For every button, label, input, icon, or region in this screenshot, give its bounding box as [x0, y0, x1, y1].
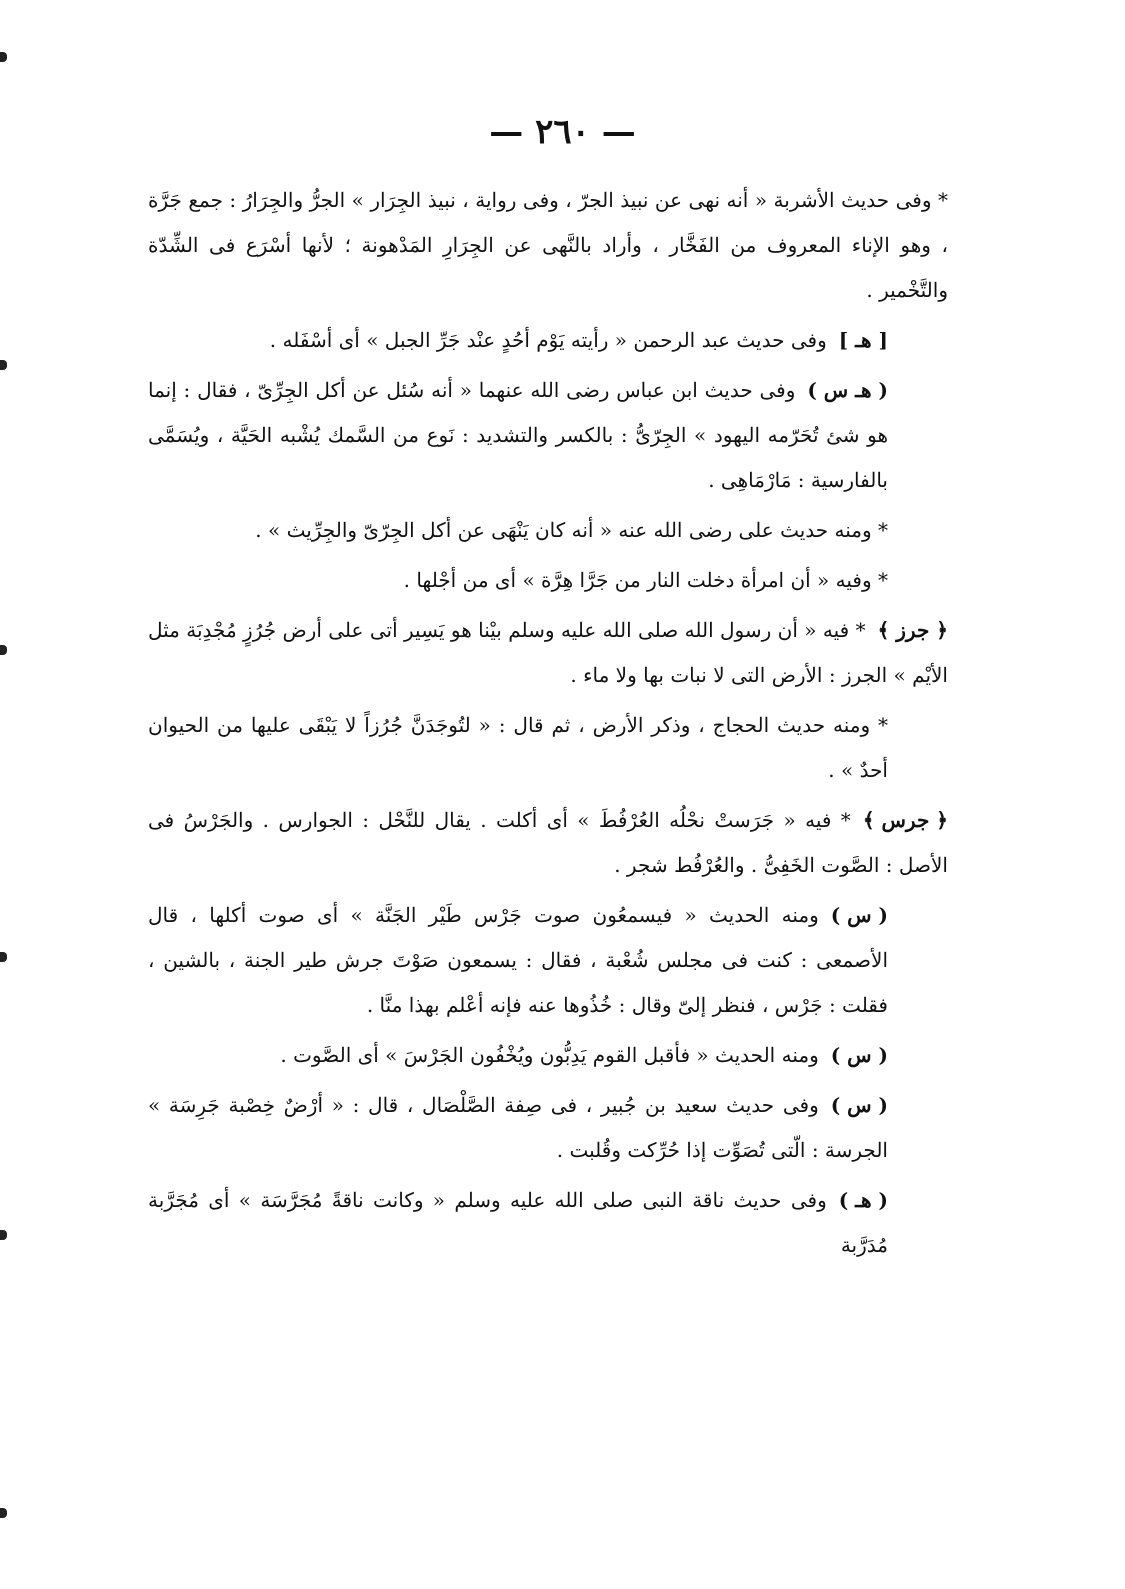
paragraph-text: * ومنه حديث الحجاج ، وذكر الأرض ، ثم قال : « لتُوجَدَنَّ جُرُزاً لا يَبْقَى عليها من الحيوان أحدٌ » .	[148, 713, 888, 782]
entry-marker: [ هـ ]	[838, 328, 888, 352]
headword-entry	[148, 608, 948, 698]
entry-paragraph	[148, 893, 948, 1028]
entry-paragraph	[148, 1178, 948, 1268]
left-margin-mark	[0, 360, 7, 370]
entry-paragraph	[148, 703, 948, 793]
entry-paragraph	[148, 368, 948, 503]
entry-marker: ( هـ )	[838, 1188, 888, 1212]
paragraph-text: وفى حديث سعيد بن جُبير ، فى صِفة الصَّلْصَال ، قال : « أرْضٌ خِصْبة جَرِسَة » الجرسة : الّتى تُصَوِّت إذا حُرِّكت وقُلبت .	[148, 1093, 888, 1162]
left-margin-mark	[0, 952, 7, 962]
entry-paragraph	[148, 1083, 948, 1173]
entry-marker: ( س )	[830, 1043, 888, 1067]
paragraph-text: * وفيه « أن امرأة دخلت النار من جَرَّا هِرَّة » أى من أجْلها .	[403, 568, 888, 592]
headword-entry	[148, 798, 948, 888]
left-margin-mark	[0, 645, 7, 655]
paragraph-text: * ومنه حديث على رضى الله عنه « أنه كان يَنْهَى عن أكل الجِرّىّ والجِرِّيث » .	[255, 518, 888, 542]
page-number: — ٢٦٠ —	[489, 112, 636, 152]
main-text	[148, 178, 948, 1273]
paragraph-text: ومنه الحديث « فأقبل القوم يَدِبُّون ويُخْفُون الجَرْسَ » أى الصَّوت .	[280, 1043, 819, 1067]
paragraph-text: وفى حديث عبد الرحمن « رأيته يَوْم أحُدٍ عنْد جَرِّ الجبل » أى أسْفَله .	[269, 328, 827, 352]
entry-paragraph	[148, 178, 948, 313]
entry-paragraph	[148, 558, 948, 603]
left-margin-mark	[0, 1230, 7, 1240]
headword-marker: ﴿ جرس ﴾	[862, 808, 948, 832]
paragraph-text: * وفى حديث الأشربة « أنه نهى عن نبيذ الجرّ ، وفى رواية ، نبيذ الجِرَار » الجرُّ والجِرَارُ : جمع جَرَّة ، وهو الإناء المعروف من الفَخَّار ، وأراد بالنَّهى عن الجِرَارِ المَدْهونة ؛ لأنها أسْرَع فى الشِّدّة والتَّخْمير .	[148, 188, 948, 302]
paragraph-text: وفى حديث ناقة النبى صلى الله عليه وسلم « وكانت ناقةً مُجَرَّسَة » أى مُجَرَّبة مُدَرَّبة	[148, 1188, 888, 1257]
entry-paragraph	[148, 1033, 948, 1078]
paragraph-text: * فيه « أن رسول الله صلى الله عليه وسلم بيْنا هو يَسِير أتى على أرض جُرُزٍ مُجْدِبَة مثل الأيْم » الجرز : الأرض التى لا نبات بها ولا ماء .	[148, 618, 948, 687]
entry-paragraph	[148, 318, 948, 363]
paragraph-text: وفى حديث ابن عباس رضى الله عنهما « أنه سُئل عن أكل الجِرِّىّ ، فقال : إنما هو شئ تُحَرّمه اليهود » الجِرّىُّ : بالكسر والتشديد : نَوع من السَّمك يُشْبه الحَيَّة ، ويُسَمَّى بالفارسية : مَارْمَاهِى .	[148, 378, 888, 492]
entry-marker: ( س )	[830, 1093, 888, 1117]
entry-marker: ( س )	[830, 903, 888, 927]
left-margin-mark	[0, 1508, 7, 1518]
entry-marker: ( هـ س )	[807, 378, 888, 402]
entry-paragraph	[148, 508, 948, 553]
paragraph-text: * فيه « جَرَستْ نحْلُه العُرْفُطَ » أى أكلت . يقال للنَّحْل : الجوارس . والجَرْسُ فى الأصل : الصَّوت الخَفِىُّ . والعُرْفُط شجر .	[148, 808, 948, 877]
paragraph-text: ومنه الحديث « فيسمعُون صوت جَرْس طَيْر الجَنَّة » أى صوت أكلها ، قال الأصمعى : كنت فى مجلس شُعْبة ، فقال : يسمعون صَوْتَ جرش طير الجنة ، بالشين ، فقلت : جَرْس ، فنظر إلىّ وقال : خُذُوها عنه فإنه أعْلم بهذا منَّا .	[148, 903, 888, 1017]
left-margin-mark	[0, 52, 7, 62]
headword-marker: ﴿ جرز ﴾	[877, 618, 948, 642]
